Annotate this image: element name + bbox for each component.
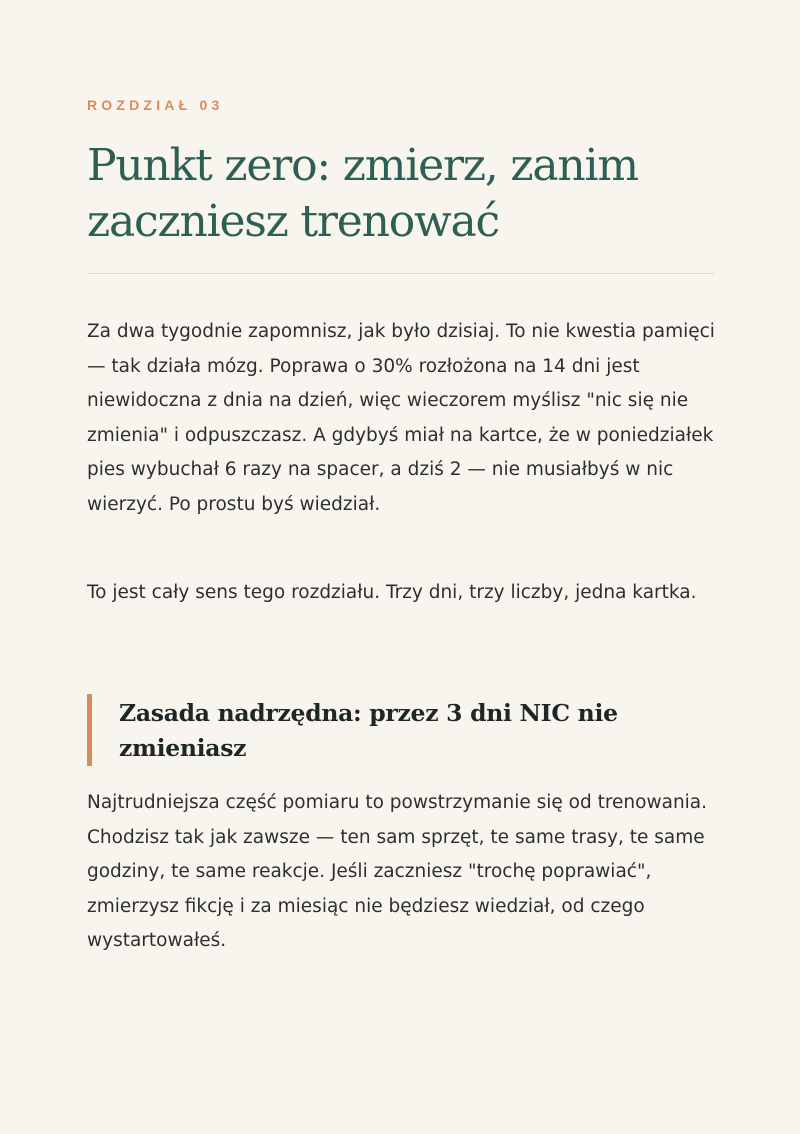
intro-paragraph: Za dwa tygodnie zapomnisz, jak było dzisiaj. To nie kwestia pamięci — tak działa mózg. Poprawa o 30% rozłożona na 14 dni jest niewidoczna z dnia na dzień, więc wieczorem myślisz "nic się nie zmienia" i odpuszczasz. A gdybyś miał na kartce, że w poniedziałek pies wybuchał 6 razy na spacer, a dziś 2 — nie musiałbyś w nic wierzyć. Po prostu byś wiedział. xyxy=(87,321,715,515)
callout-title: Zasada nadrzędna: przez 3 dni NIC nie zmieniasz xyxy=(119,699,618,762)
summary-paragraph: To jest cały sens tego rozdziału. Trzy dni, trzy liczby, jedna kartka. xyxy=(87,582,697,603)
chapter-label: ROZDZIAŁ 03 xyxy=(87,97,224,113)
rule-callout xyxy=(87,694,714,766)
chapter-title: Punkt zero: zmierz, zanim zacznie​sz trenować xyxy=(87,140,638,247)
title-divider xyxy=(87,273,714,274)
callout-paragraph: Najtrudniejsza część pomiaru to powstrzymanie się od trenowania. Chodzisz tak jak zawsze — ten sam sprzęt, te same trasy, te same godziny, te same reakcje. Jeśli zaczniesz "trochę poprawiać", zmierzysz fikcję i za miesiąc nie będziesz wiedział, od czego wystartowałeś. xyxy=(87,792,708,951)
